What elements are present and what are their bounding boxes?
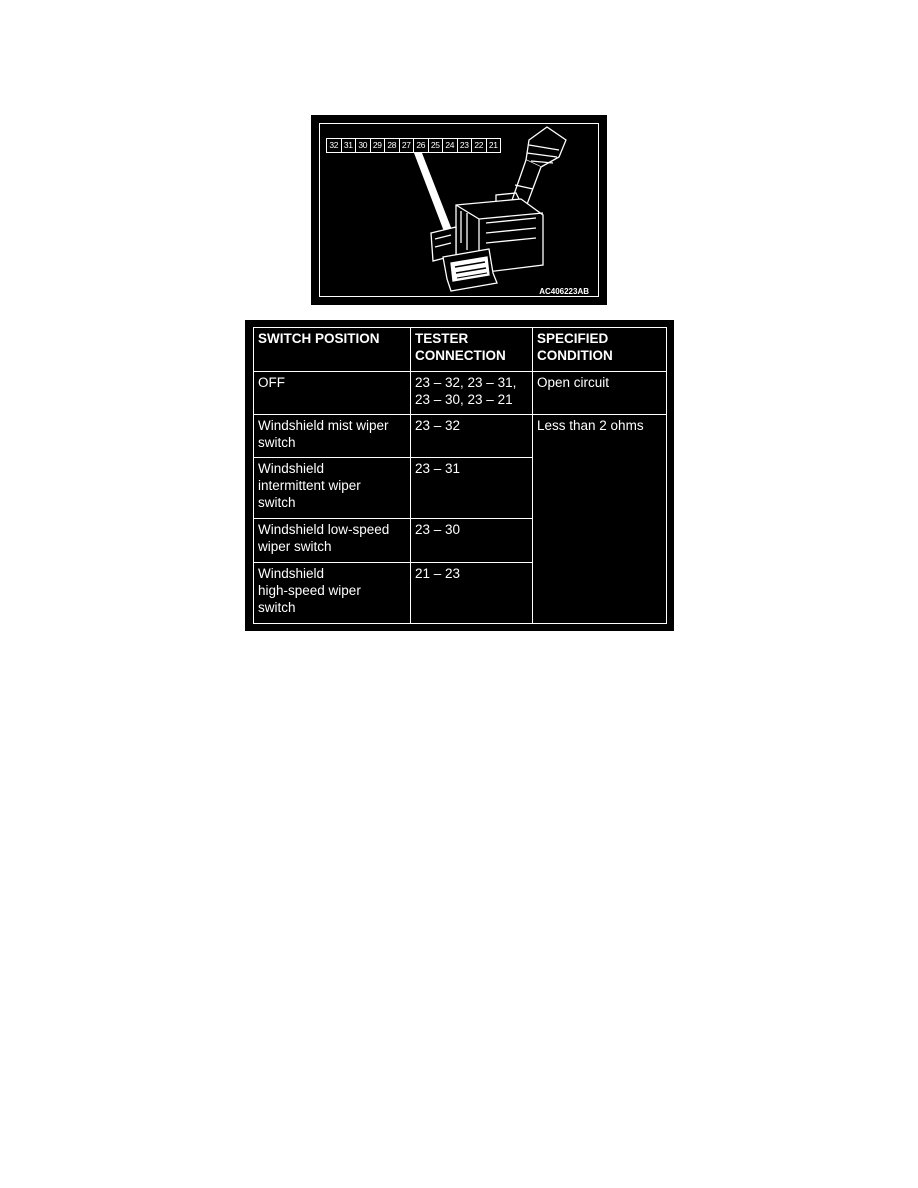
table-row	[254, 372, 667, 415]
cell-connection: 23 – 32	[411, 415, 533, 458]
header-specified-condition: SPECIFIED CONDITION	[533, 328, 667, 372]
pin-number-cell: 23	[458, 139, 473, 152]
spec-table-container	[245, 320, 674, 631]
connector-figure	[311, 115, 607, 305]
lever-stalk	[511, 127, 566, 207]
pin-number-cell: 29	[371, 139, 386, 152]
pin-number-cell: 32	[327, 139, 342, 152]
cell-condition: Open circuit	[533, 372, 667, 415]
pin-number-cell: 26	[414, 139, 429, 152]
cell-connection: 23 – 30	[411, 519, 533, 563]
cell-position: Windshield mist wiper switch	[254, 415, 411, 458]
table-header-row	[254, 328, 667, 372]
pin-number-cell: 22	[472, 139, 487, 152]
cell-position: Windshield high-speed wiper switch	[254, 563, 411, 624]
arrow-left-icon	[322, 161, 352, 169]
cell-connection: 23 – 31	[411, 458, 533, 519]
cell-position: OFF	[254, 372, 411, 415]
cell-connection: 23 – 32, 23 – 31, 23 – 30, 23 – 21	[411, 372, 533, 415]
pin-number-cell: 28	[385, 139, 400, 152]
pin-number-row	[326, 138, 501, 153]
table-row	[254, 415, 667, 458]
pin-number-cell: 31	[342, 139, 357, 152]
cell-condition: Less than 2 ohms	[533, 415, 667, 624]
switch-spec-table	[253, 327, 667, 624]
pin-number-cell: 25	[429, 139, 444, 152]
pin-number-cell: 24	[443, 139, 458, 152]
cell-position: Windshield low-speed wiper switch	[254, 519, 411, 563]
direction-label	[359, 158, 397, 184]
header-tester-connection: TESTER CONNECTION	[411, 328, 533, 372]
pin-number-cell: 30	[356, 139, 371, 152]
header-switch-position: SWITCH POSITION	[254, 328, 411, 372]
cell-connection: 21 – 23	[411, 563, 533, 624]
direction-label-line1: UPPER	[359, 158, 397, 170]
connector-face	[443, 249, 497, 291]
direction-label-line2: SIDE	[359, 171, 385, 183]
pin-number-cell: 21	[487, 139, 502, 152]
figure-code: AC406223AB	[539, 287, 589, 296]
cell-position: Windshield intermittent wiper switch	[254, 458, 411, 519]
pin-number-cell: 27	[400, 139, 415, 152]
